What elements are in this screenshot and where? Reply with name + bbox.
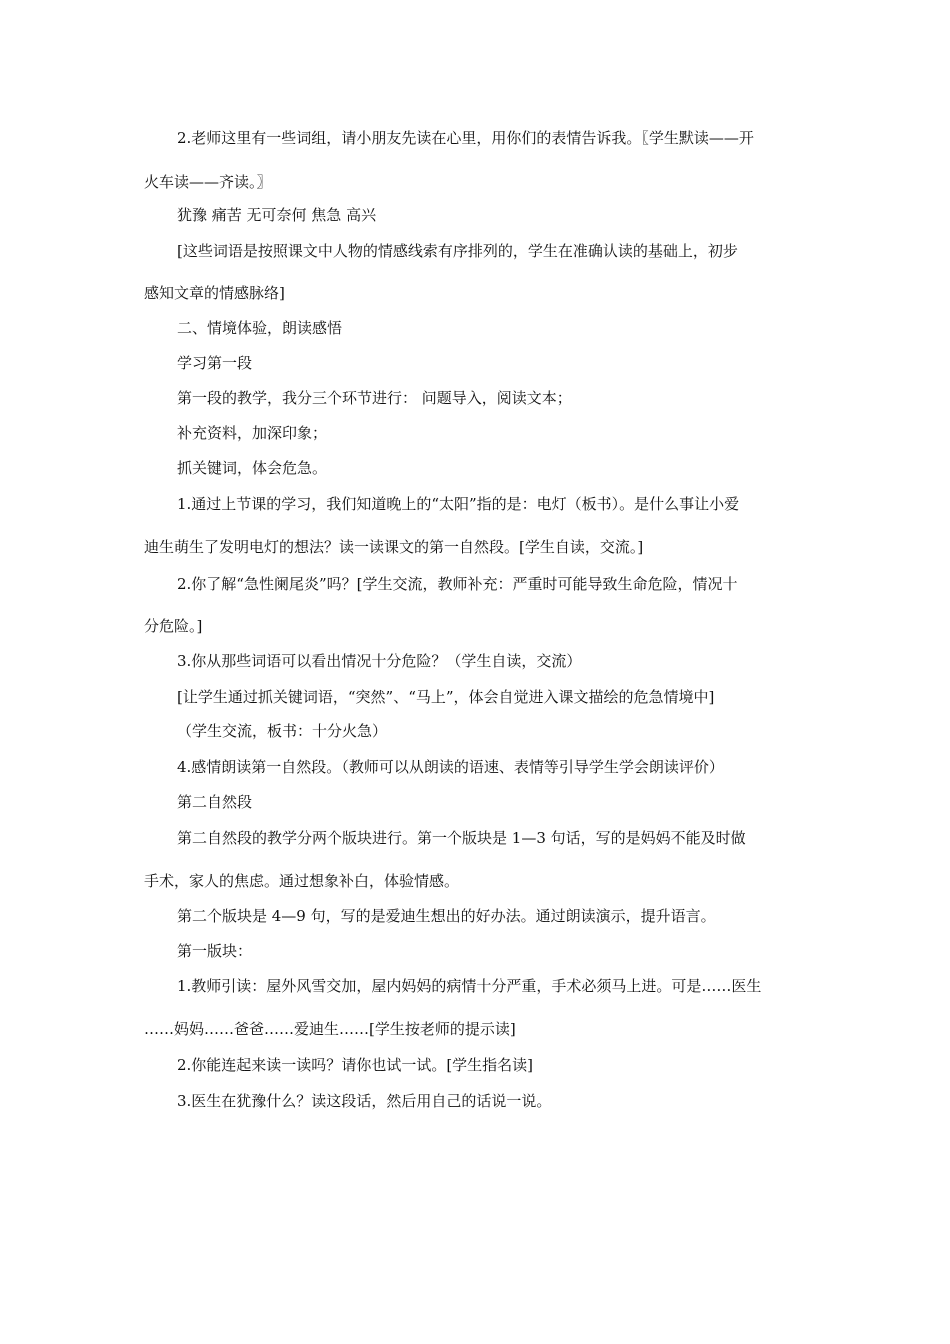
text-line: 4.感情朗读第一自然段。（教师可以从朗读的语速、表情等引导学生学会朗读评价） [177,758,724,776]
text-line: （学生交流，板书：十分火急） [177,722,388,740]
text-line: 3.你从那些词语可以看出情况十分危险？（学生自读，交流） [177,652,582,670]
text-line: 1.通过上节课的学习，我们知道晚上的“太阳”指的是：电灯（板书）。是什么事让小爱 [177,495,740,513]
text-line: [让学生通过抓关键词语，“突然”、“马上”，体会自觉进入课文描绘的危急情境中] [177,688,715,706]
text-line: 第二个版块是 4—9 句，写的是爱迪生想出的好办法。通过朗读演示，提升语言。 [177,907,716,925]
text-line: 补充资料，加深印象； [177,424,328,442]
text-line: 第一段的教学，我分三个环节进行： 问题导入，阅读文本； [177,389,572,407]
text-line: 火车读——齐读。〗 [144,173,272,191]
text-line: 第二自然段的教学分两个版块进行。第一个版块是 1—3 句话，写的是妈妈不能及时做 [177,829,746,847]
subsection-heading: 第一版块： [177,942,253,960]
text-line: 迪生萌生了发明电灯的想法？读一读课文的第一自然段。[学生自读，交流。] [144,538,644,556]
text-line: 2.老师这里有一些词组，请小朋友先读在心里，用你们的表情告诉我。〖学生默读——开 [177,129,754,147]
text-line: 手术，家人的焦虑。通过想象补白，体验情感。 [144,872,460,890]
text-line: 2.你能连起来读一读吗？请你也试一试。[学生指名读] [177,1056,534,1074]
text-line: 1.教师引读：屋外风雪交加，屋内妈妈的病情十分严重，手术必须马上进。可是……医生 [177,977,762,995]
subsection-heading: 学习第一段 [177,354,253,372]
section-heading: 二、情境体验，朗读感悟 [177,319,343,337]
text-line: 2.你了解“急性阑尾炎”吗？[学生交流，教师补充：严重时可能导致生命危险，情况十 [177,575,738,593]
text-line: 感知文章的情感脉络] [144,284,285,302]
text-line: 分危险。] [144,617,203,635]
text-line: 3.医生在犹豫什么？读这段话，然后用自己的话说一说。 [177,1092,552,1110]
text-line: ……妈妈……爸爸……爱迪生……[学生按老师的提示读] [144,1020,516,1038]
subsection-heading: 第二自然段 [177,793,253,811]
text-line: 犹豫 痛苦 无可奈何 焦急 高兴 [177,206,377,224]
text-line: [这些词语是按照课文中人物的情感线索有序排列的，学生在准确认读的基础上，初步 [177,242,738,260]
text-line: 抓关键词，体会危急。 [177,459,328,477]
